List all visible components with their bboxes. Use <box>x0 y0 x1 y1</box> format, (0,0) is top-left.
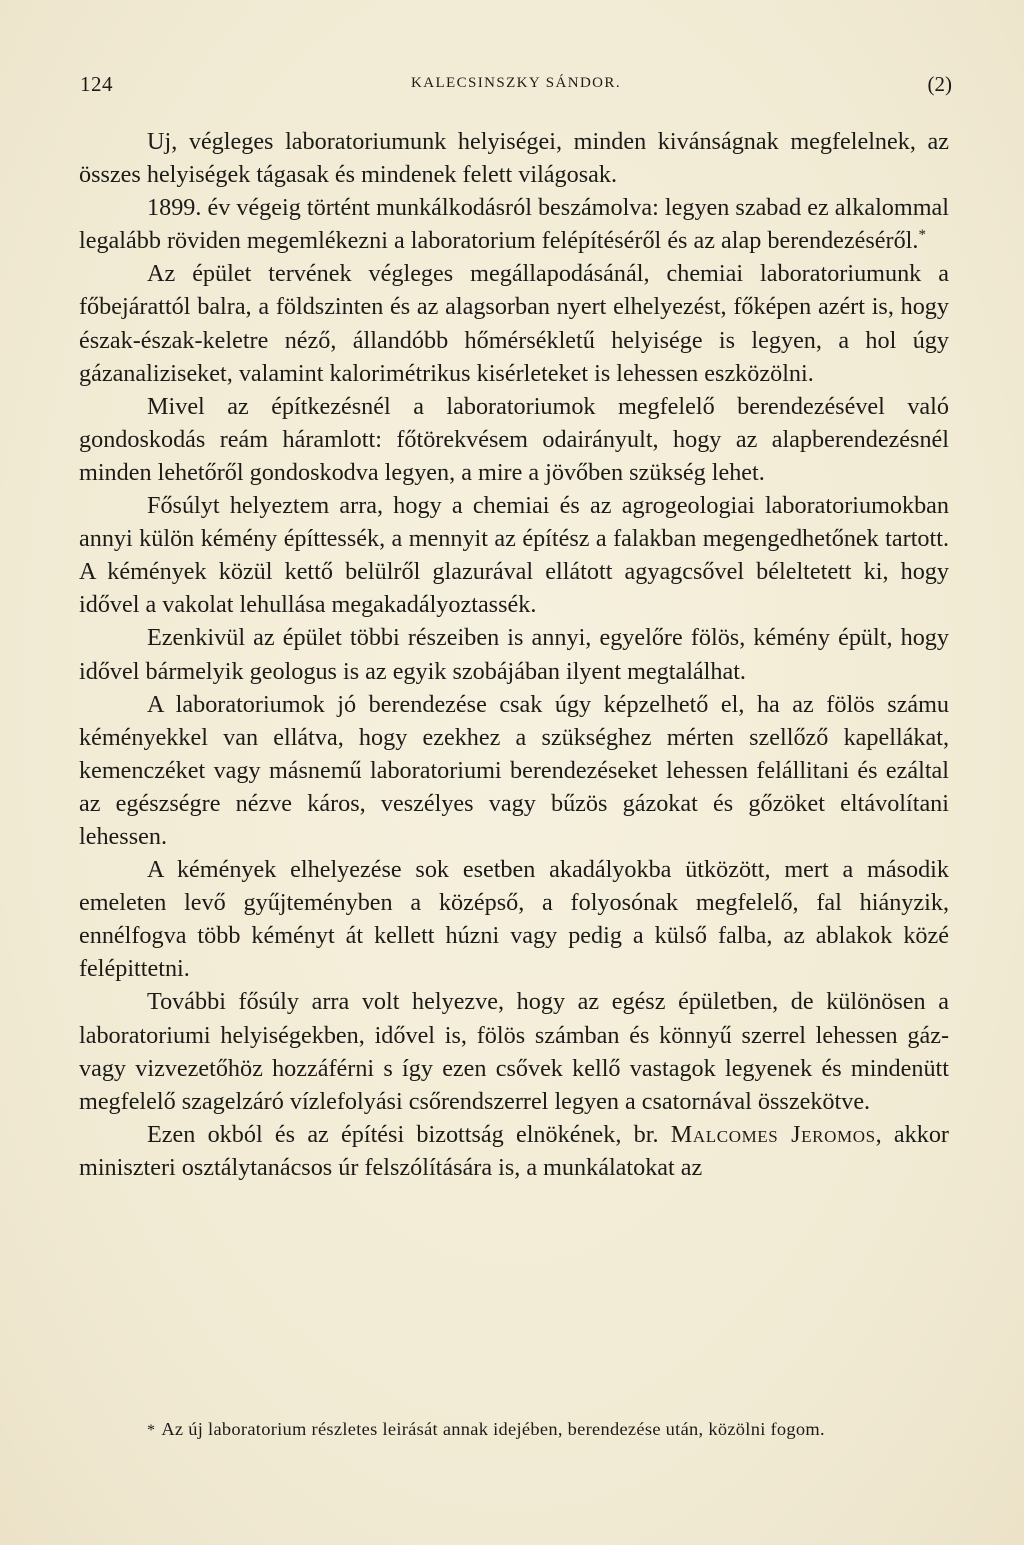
part-number: (2) <box>927 72 952 96</box>
page-number: 124 <box>80 72 113 96</box>
footnote <box>79 1416 945 1444</box>
paragraph-text: Ezen okból és az építési bizottság elnökének, br. <box>147 1120 659 1148</box>
running-title: KALECSINSZKY SÁNDOR. <box>411 75 621 91</box>
paragraph-text: 1899. év végeig történt munkálkodásról beszámolva: legyen szabad ez alkalommal legalább röviden megemlékezni a laboratorium felépítéséről és az alap berendezéséről. <box>79 194 949 255</box>
person-name: Malcomes Jeromos <box>670 1120 876 1148</box>
paragraph: Ezenkivül az épület többi részeiben is annyi, egyelőre fölös, kémény épült, hogy idővel bármelyik geologus is az egyik szobájában ilyent megtalálhat. <box>79 624 949 685</box>
footnote-mark: * <box>147 1422 156 1439</box>
paragraph: Mivel az építkezésnél a laboratoriumok megfelelő berendezésével való gondoskodás reám háramlott: főtörekvésem odairányult, hogy az alapberendezésnél minden lehetőről gondoskodva legyen, a mire a jövőben szükség lehet. <box>79 392 949 486</box>
paragraph-text: , akkor miniszteri osztálytanácsos úr felszólítására is, a munkálatokat az <box>79 1120 949 1181</box>
running-header <box>80 70 952 102</box>
paragraph <box>79 1118 949 1184</box>
paragraph: A laboratoriumok jó berendezése csak úgy képzelhető el, ha az fölös számu kéményekkel van ellátva, hogy ezekhez a szükséghez mérten szellőző kapellákat, kemenczéket vagy másnemű laboratoriumi berendezéseket lehessen felállitani és ezáltal az egészségre nézve káros, veszélyes vagy bűzös gázokat és gőzöket eltávolítani lehessen. <box>79 690 949 850</box>
paragraph: Az épület tervének végleges megállapodásánál, chemiai laboratoriumunk a főbejárattól balra, a földszinten és az alagsorban nyert elhelyezést, főképen azért is, hogy észak-észak-keletre néző, állandóbb hőmérsékletű helyisége is legyen, a hol úgy gázanaliziseket, valamint kalorimétrikus kisérleteket is lehessen eszközölni. <box>79 260 949 387</box>
paragraph: További fősúly arra volt helyezve, hogy az egész épületben, de különösen a laboratoriumi helyiségekben, idővel is, fölös számban és könnyű szerrel lehessen gáz- vagy vizvezetőhöz hozzáférni s így ezen csővek kellő vastagok legyenek és mindenütt megfelelő szagelzáró vízlefolyási csőrendszerrel legyen a csatornával összekötve. <box>79 988 949 1115</box>
body-text <box>79 125 949 1184</box>
paragraph <box>79 191 949 257</box>
footnote-text: Az új laboratorium részletes leirását annak idejében, berendezése után, közölni fogom. <box>161 1419 825 1439</box>
paragraph: A kémények elhelyezése sok esetben akadályokba ütközött, mert a második emeleten levő gyűjteményben a középső, a folyosónak megfelelő, fal hiányzik, ennélfogva több kéményt át kellett húzni vagy pedig a külső falba, az ablakok közé felépittetni. <box>79 856 949 983</box>
paragraph: Uj, végleges laboratoriumunk helyiségei, minden kivánságnak megfelelnek, az összes helyiségek tágasak és mindenek felett világosak. <box>79 128 949 189</box>
paragraph: Fősúlyt helyeztem arra, hogy a chemiai és az agrogeologiai laboratoriumokban annyi külön kémény építtessék, a mennyit az építész a falakban megengedhetőnek tartott. A kémények közül kettő belülről glazurával ellátott agyagcsővel béleltetett ki, hogy idővel a vakolat lehullása megakadályoztassék. <box>79 492 949 619</box>
footnote-reference: * <box>918 227 926 244</box>
